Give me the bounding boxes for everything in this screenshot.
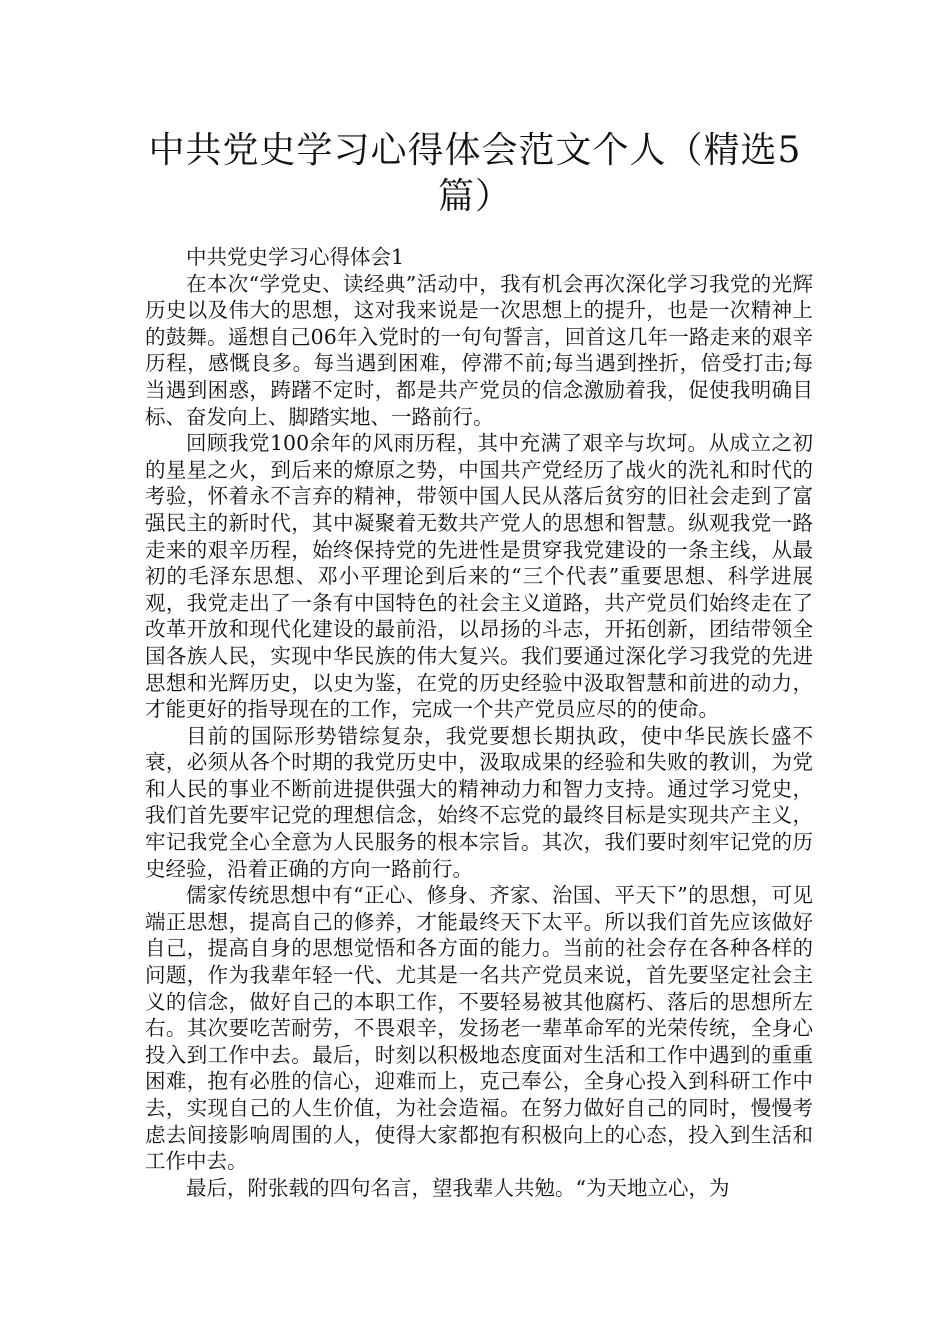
paragraph-5: 最后，附张载的四句名言，望我辈人共勉。“为天地立心，为 bbox=[186, 1175, 730, 1200]
paragraph-1: 在本次“学党史、读经典”活动中，我有机会再次深化学习我党的光辉历史以及伟大的思想，这对我来说是一次思想上的提升，也是一次精神上的鼓舞。遥想自己06年入党时的一句句誓言，回首这几年一路走来的艰辛历程，感慨良多。每当遇到困难，停滞不前;每当遇到挫折，倍受打击;每当遇到困惑，踌躇不定时，都是共产党员的信念激励着我，促使我明确目标、奋发向上、脚踏实地、一路前行。 bbox=[145, 271, 813, 429]
document-body bbox=[145, 244, 813, 1201]
paragraph-3: 目前的国际形势错综复杂，我党要想长期执政，使中华民族长盛不衰，必须从各个时期的我党历史中，汲取成果的经验和失败的教训，为党和人民的事业不断前进提供强大的精神动力和智力支持。通过学习党史，我们首先要牢记党的理想信念，始终不忘党的最终目标是实现共产主义，牢记我党全心全意为人民服务的根本宗旨。其次，我们要时刻牢记党的历史经验，沿着正确的方向一路前行。 bbox=[145, 723, 813, 881]
paragraph-4: 儒家传统思想中有“正心、修身、齐家、治国、平天下”的思想，可见端正思想，提高自己的修养，才能最终天下太平。所以我们首先应该做好自己，提高自身的思想觉悟和各方面的能力。当前的社会存在各种各样的问题，作为我辈年轻一代、尤其是一名共产党员来说，首先要坚定社会主义的信念，做好自己的本职工作，不要轻易被其他腐朽、落后的思想所左右。其次要吃苦耐劳，不畏艰辛，发扬老一辈革命军的光荣传统，全身心投入到工作中去。最后，时刻以积极地态度面对生活和工作中遇到的重重困难，抱有必胜的信心，迎难而上，克己奉公，全身心投入到科研工作中去，实现自己的人生价值，为社会造福。在努力做好自己的同时，慢慢考虑去间接影响周围的人，使得大家都抱有积极向上的心态，投入到生活和工作中去。 bbox=[145, 883, 813, 1174]
document-title: 中共党史学习心得体会范文个人（精选5篇） bbox=[148, 130, 802, 217]
section-heading: 中共党史学习心得体会1 bbox=[186, 245, 405, 269]
paragraph-2: 回顾我党100余年的风雨历程，其中充满了艰辛与坎坷。从成立之初的星星之火，到后来的燎原之势，中国共产党经历了战火的洗礼和时代的考验，怀着永不言弃的精神，带领中国人民从落后贫穷的旧社会走到了富强民主的新时代，其中凝聚着无数共产党人的思想和智慧。纵观我党一路走来的艰辛历程，始终保持党的先进性是贯穿我党建设的一条主线，从最初的毛泽东思想、邓小平理论到后来的“三个代表”重要思想、科学进展观，我党走出了一条有中国特色的社会主义道路，共产党员们始终走在了改革开放和现代化建设的最前沿，以昂扬的斗志，开拓创新，团结带领全国各族人民，实现中华民族的伟大复兴。我们要通过深化学习我党的先进思想和光辉历史，以史为鉴，在党的历史经验中汲取智慧和前进的动力，才能更好的指导现在的工作，完成一个共产党员应尽的的使命。 bbox=[145, 431, 813, 722]
